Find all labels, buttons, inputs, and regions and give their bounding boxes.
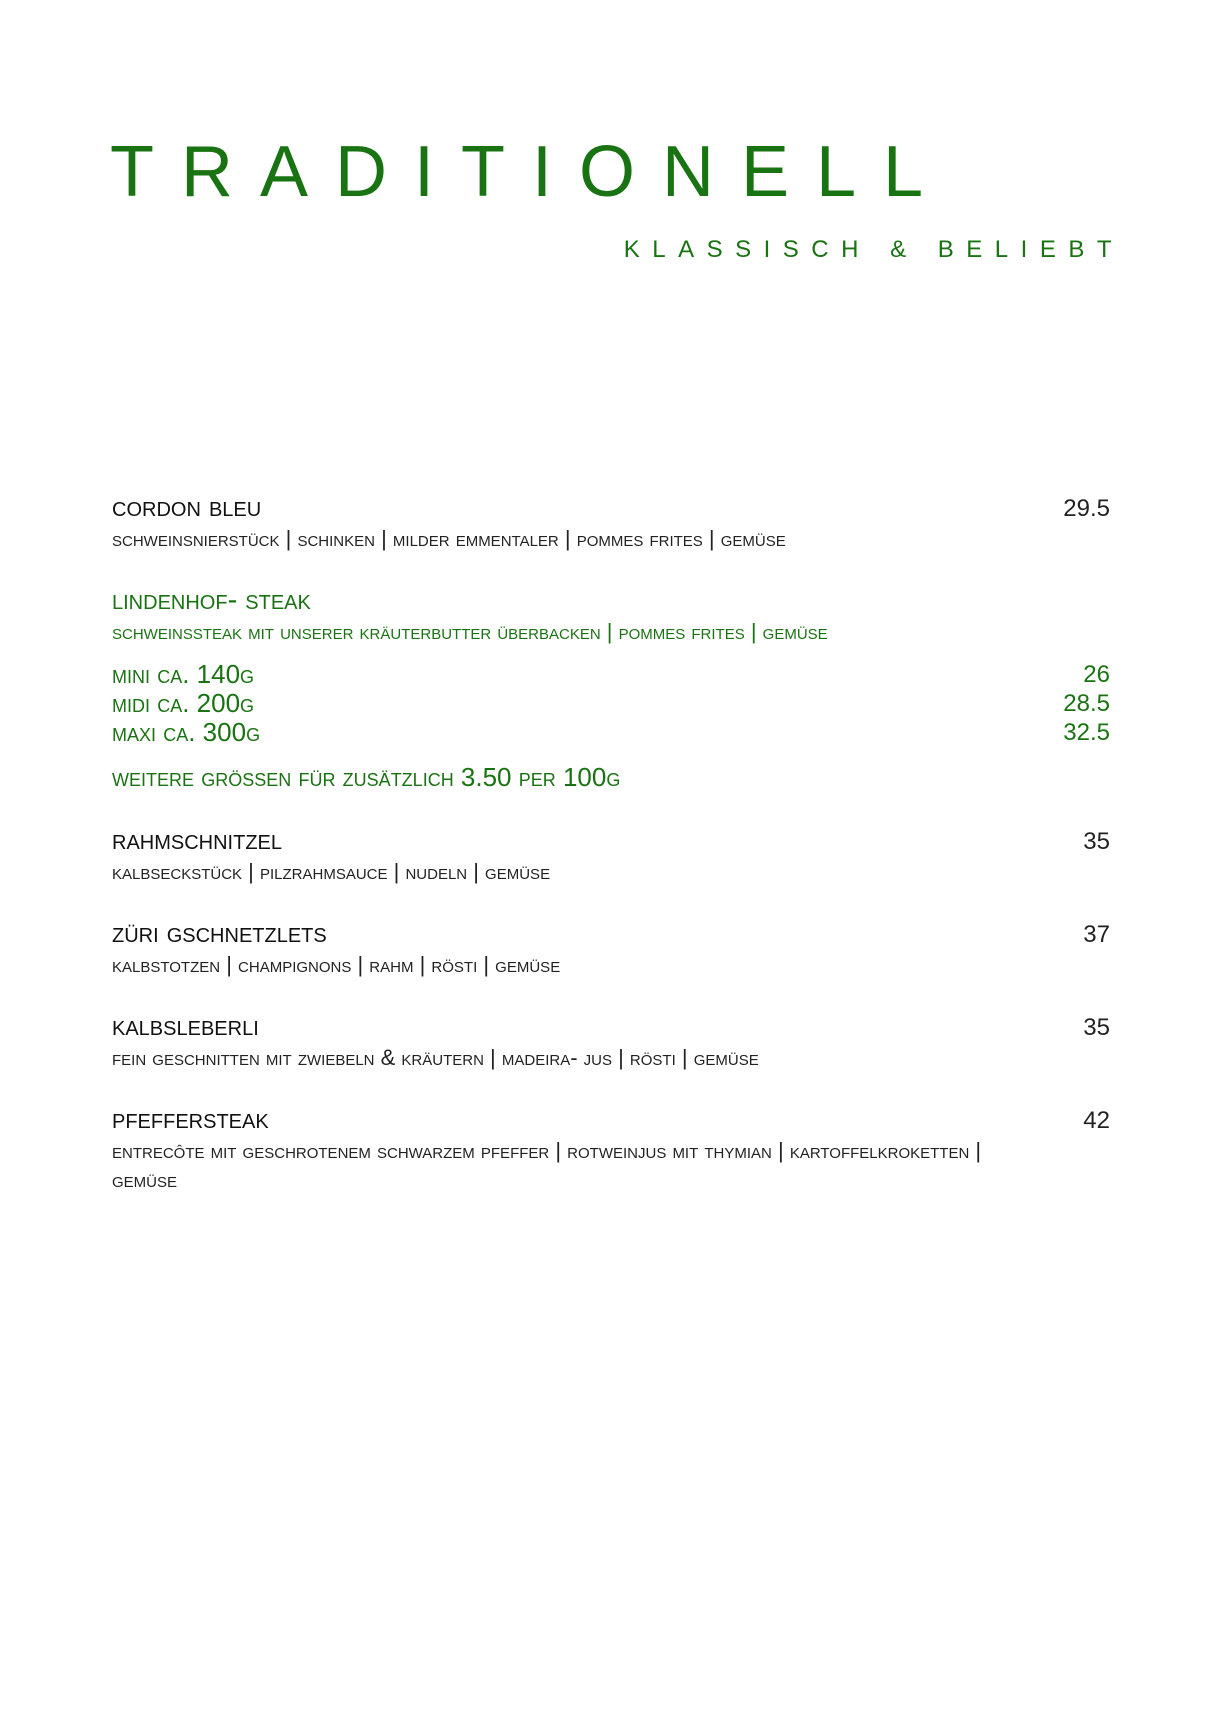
dish-price: 35 [1083,1014,1110,1041]
dish-name: cordon bleu [112,491,262,523]
dish-name: züri gschnetzlets [112,917,327,949]
menu-item-kalbsleberli [112,1009,1110,1072]
size-option-mini [112,660,1110,689]
dish-price: 29.5 [1063,495,1110,522]
menu-item-rahmschnitzel [112,823,1110,886]
page-subtitle: KLASSISCH & BELIEBT [623,236,1124,263]
dish-description: schweinsnierstück | schinken | milder emmentaler | pommes frites | gemüse [112,526,786,551]
menu-item-zueri-gschnetzlets [112,916,1110,979]
dish-price: 35 [1083,828,1110,855]
menu-item-cordon-bleu [112,490,1110,553]
page-title: TRADITIONELL [110,132,951,212]
dish-description: entrecôte mit geschrotenem schwarzem pfeffer | rotweinjus mit thymian | kartoffelkroketten | gemüse [112,1138,982,1192]
size-label: maxi ca. 300g [112,717,261,747]
dish-description: kalbseckstück | pilzrahmsauce | nudeln | gemüse [112,859,551,884]
dish-name: rahmschnitzel [112,824,283,856]
size-label: midi ca. 200g [112,688,255,718]
dish-name: kalbsleberli [112,1010,259,1042]
menu-item-lindenhof-steak [112,583,1110,793]
extra-size-note: weitere grössen für zusätzlich 3.50 per 100g [112,762,621,792]
dish-description: fein geschnitten mit zwiebeln & kräutern | madeira- jus | rösti | gemüse [112,1045,759,1070]
menu-list [112,490,1110,1224]
size-price: 32.5 [1063,719,1110,746]
dish-name: lindenhof- steak [112,584,311,616]
size-label: mini ca. 140g [112,659,255,689]
menu-item-pfeffersteak [112,1102,1110,1194]
size-option-maxi [112,718,1110,747]
size-option-midi [112,689,1110,718]
dish-price: 42 [1083,1107,1110,1134]
dish-name: pfeffersteak [112,1103,269,1135]
dish-price: 37 [1083,921,1110,948]
size-price: 28.5 [1063,690,1110,717]
dish-description: schweinssteak mit unserer kräuterbutter überbacken | pommes frites | gemüse [112,619,828,644]
dish-description: kalbstotzen | champignons | rahm | rösti | gemüse [112,952,561,977]
size-price: 26 [1083,661,1110,688]
